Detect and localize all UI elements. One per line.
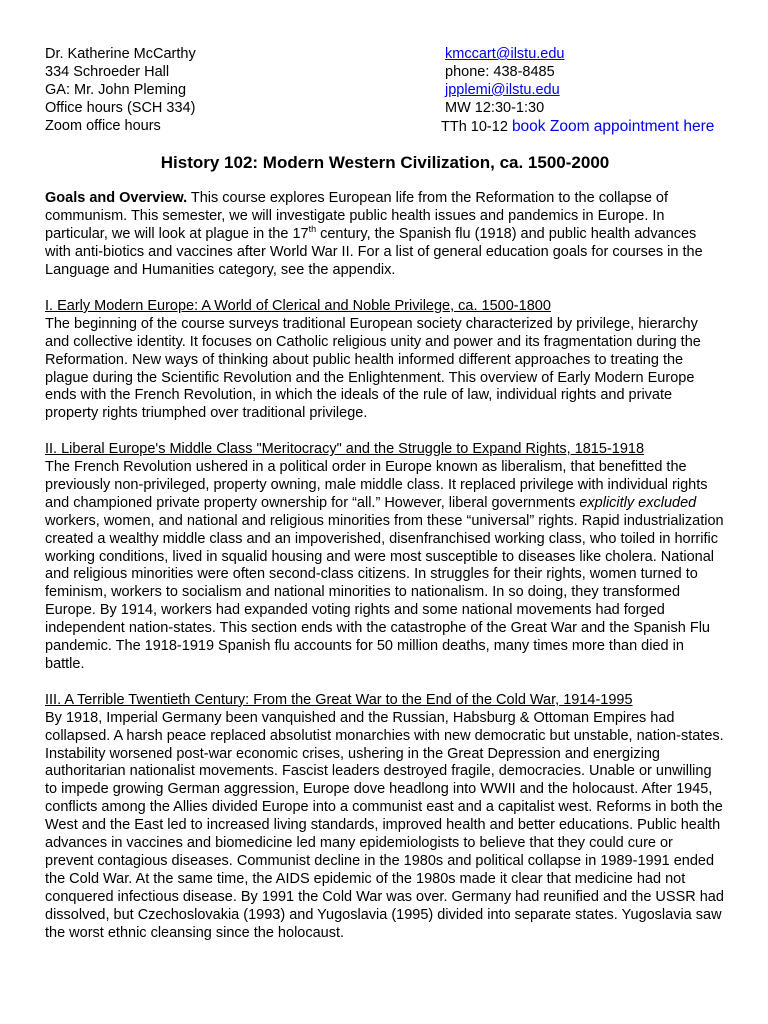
section-1-body: The beginning of the course surveys traditional European society characterized by privilege, hierarchy and collective identity. It focuses on Catholic religious unity and power and its fragmentation during the Reformation. New ways of thinking about public health informed different approaches to treating the plague during the Scientific Revolution and the Enlightenment. This overview of Early Modern Europe ends with the French Revolution, in which the ideals of the rule of law, individual rights and private property rights triumphed over traditional privilege. bbox=[45, 315, 701, 422]
zoom-hours-time: TTh 10-12 bbox=[441, 118, 508, 135]
section-2-body-a: The French Revolution ushered in a political order in Europe known as liberalism, that benefitted the previously non-privileged, property owning, male middle class. It replaced privilege with individual rights and championed private property ownership for “all.” However, liberal governments bbox=[45, 459, 708, 511]
office-hours-label: Office hours (SCH 334) bbox=[45, 99, 196, 116]
office-address: 334 Schroeder Hall bbox=[45, 63, 170, 80]
section-2-title: II. Liberal Europe's Middle Class "Meritocracy" and the Struggle to Expand Rights, 1815-1918 bbox=[45, 441, 645, 458]
section-2 bbox=[45, 441, 725, 674]
section-1-title: I. Early Modern Europe: A World of Clerical and Noble Privilege, ca. 1500-1800 bbox=[45, 297, 551, 314]
goals-superscript: th bbox=[308, 224, 317, 235]
zoom-hours-group bbox=[441, 118, 714, 137]
instructor-name: Dr. Katherine McCarthy bbox=[45, 46, 196, 62]
zoom-appointment-link[interactable]: book Zoom appointment here bbox=[511, 117, 715, 135]
goals-lead: Goals and Overview. bbox=[45, 190, 188, 207]
ga-email-link[interactable]: jpplemi@ilstu.edu bbox=[445, 81, 560, 98]
goals-text-b: century, the Spanish flu (1918) and public health advances with anti-biotics and vaccines after World War II. For a list of general education goals for courses in the Language and Humanities category, see the appendix. bbox=[45, 226, 703, 279]
instructor-email-link[interactable]: kmccart@ilstu.edu bbox=[445, 46, 565, 62]
section-3-title: III. A Terrible Twentieth Century: From the Great War to the End of the Cold War, 1914-1995 bbox=[45, 691, 633, 708]
header-row-2 bbox=[45, 64, 725, 82]
section-3 bbox=[45, 692, 725, 943]
office-hours-time: MW 12:30-1:30 bbox=[445, 99, 545, 116]
header-row-5 bbox=[45, 118, 725, 136]
section-2-body-b: workers, women, and national and religious minorities from these “universal” rights. Rapid industrialization created a wealthy middle class and an impoverished, disenfranchised working class, who toiled in horrific working conditions, lived in squalid housing and were most susceptible to diseases like cholera. National and religious minorities were often second-class citizens. In struggles for their rights, women turned to feminism, workers to socialism and national minorities to nationalism. In so doing, they transformed Europe. By 1914, workers had expanded voting rights and some national movements had forged independent nation-states. This section ends with the catastrophe of the Great War and the Spanish Flu pandemic. The 1918-1919 Spanish flu accounts for 50 million deaths, many times more than died in battle. bbox=[45, 512, 724, 672]
syllabus-page bbox=[45, 46, 725, 942]
goals-paragraph bbox=[45, 190, 725, 280]
zoom-hours-label: Zoom office hours bbox=[45, 117, 161, 134]
header-row-4 bbox=[45, 100, 725, 118]
ga-name: GA: Mr. John Pleming bbox=[45, 81, 187, 98]
section-2-emphasis: explicitly excluded bbox=[579, 494, 697, 511]
phone-number: phone: 438-8485 bbox=[445, 63, 555, 80]
section-1 bbox=[45, 298, 725, 423]
contact-header bbox=[45, 46, 725, 135]
section-3-body: By 1918, Imperial Germany been vanquished and the Russian, Habsburg & Ottoman Empires had collapsed. A harsh peace replaced absolutist monarchies with new democratic but unstable, nation-states. Instability worsened post-war economic crises, ushering in the Great Depression and energizing authoritarian nationalist movements. Fascist leaders destroyed fragile, democracies. Unable or unwilling to impede growing German aggression, Europe dove headlong into WWII and the holocaust. After 1945, conflicts among the Allies divided Europe into a communist east and a capitalist west. Reforms in both the West and the East led to increased living standards, improved health and better educations. Public health advances in vaccines and biomedicine led many epidemiologists to believe that they could cure or prevent contagious diseases. Communist decline in the 1980s and political collapse in 1989-1991 ended the Cold War. At the same time, the AIDS epidemic of the 1980s made it clear that medicine had not conquered infectious disease. By 1991 the Cold War was over. Germany had reunified and the USSR had dissolved, but Czechoslovakia (1993) and Yugoslavia (1995) divided into separate states. Yugoslavia saw the worst ethnic cleansing since the holocaust. bbox=[45, 709, 724, 941]
header-row-1 bbox=[45, 46, 725, 64]
section-2-body bbox=[45, 459, 725, 674]
goals-text-a: This course explores European life from the Reformation to the collapse of communism. This semester, we will investigate public health issues and pandemics in Europe. In particular, we will look at plague in the 17 bbox=[45, 190, 669, 243]
header-row-3 bbox=[45, 82, 725, 100]
course-title: History 102: Modern Western Civilization, ca. 1500-2000 bbox=[160, 153, 610, 173]
